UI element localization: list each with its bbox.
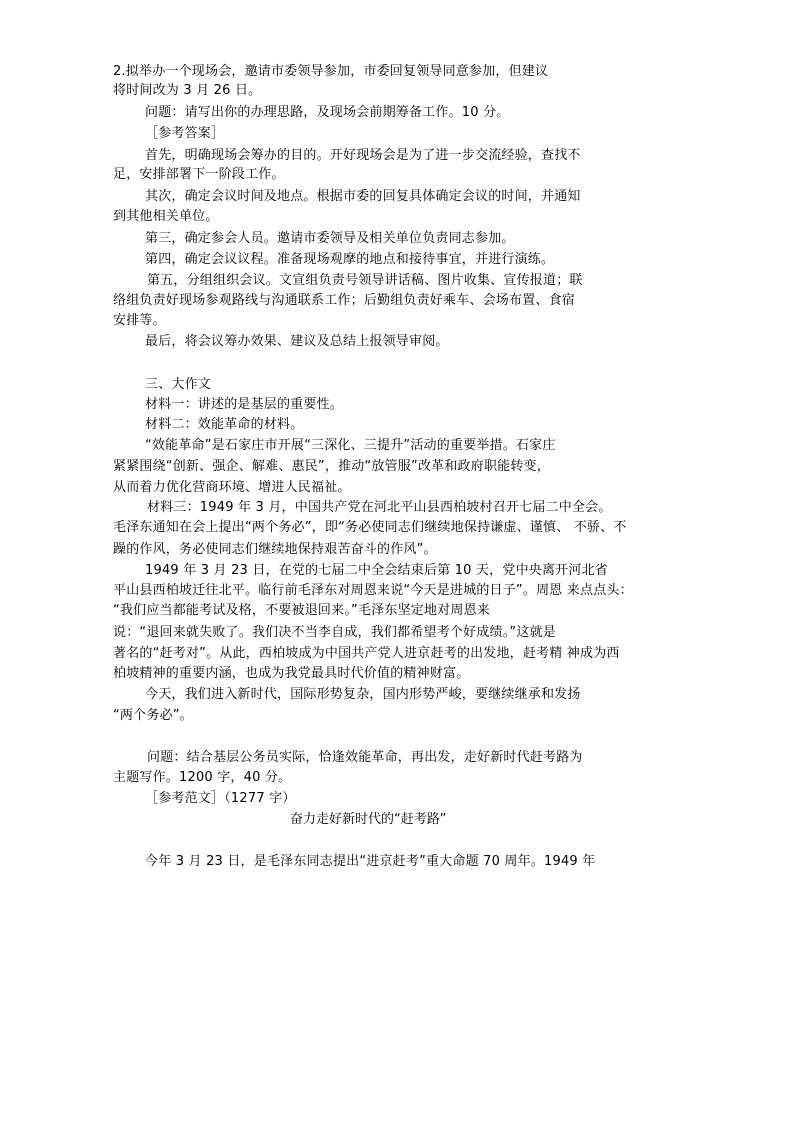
material-2-para-line-2: 紧紧围绕“创新、强企、解难、惠民”，推动“放管服”改革和政府职能转变， — [113, 459, 550, 474]
answer-step-4: 第四，确定会议议程。准备现场观摩的地点和接待事宜，并进行演练。 — [145, 252, 555, 267]
answer-step-5-line-1: 第五，分组组织会议。文宣组负责号领导讲话稿、图片收集、宣传报道；联 — [147, 273, 583, 288]
material-2-para-line-3: 从而着力优化营商环境、增进人民福祉。 — [113, 480, 351, 495]
material-3-para-2-line-3: “我们应当都能考试及格，不要被退回来。”毛泽东坚定地对周恩来 — [113, 603, 490, 618]
material-3-para-3-line-1: 今天，我们进入新时代，国际形势复杂，国内形势严峻，要继续继承和发扬 — [145, 687, 581, 702]
material-3-para-3-line-2: “两个务必”。 — [113, 708, 193, 723]
essay-question-line-1: 问题：结合基层公务员实际，恰逢效能革命，再出发，走好新时代赶考路为 — [147, 750, 583, 765]
answer-final-step: 最后，将会议筹办效果、建议及总结上报领导审阅。 — [145, 334, 449, 349]
q2-question: 问题：请写出你的办理思路，及现场会前期筹备工作。10 分。 — [145, 105, 510, 120]
answer-step-5-line-2: 络组负责好现场参观路线与沟通联系工作；后勤组负责好乘车、会场布置、食宿 — [113, 293, 576, 308]
material-3-para-2-line-1: 1949 年 3 月 23 日，在党的七届二中全会结束后第 10 天，党中央离开河北省 — [145, 563, 608, 578]
section-heading-essay: 三、大作文 — [145, 377, 212, 392]
essay-title: 奋力走好新时代的“赶考路” — [290, 812, 447, 827]
material-3-para-2-line-4: 说：“退回来就失败了。我们决不当李自成，我们都希望考个好成绩。”这就是 — [113, 625, 556, 640]
answer-step-3: 第三，确定参会人员。邀请市委领导及相关单位负责同志参加。 — [145, 231, 515, 246]
reference-essay-label: ［参考范文］（1277 字） — [145, 791, 296, 806]
answer-step-5-line-3: 安排等。 — [113, 313, 166, 328]
essay-question-line-2: 主题写作。1200 字，40 分。 — [113, 770, 292, 785]
answer-step-1-line-2: 足，安排部署下一阶段工作。 — [113, 167, 285, 182]
material-3-line-1: 材料三：1949 年 3 月，中国共产党在河北平山县西柏坡村召开七届二中全会。 — [147, 500, 612, 515]
material-2-para-line-1: “效能革命”是石家庄市开展“三深化、三提升”活动的重要举措。石家庄 — [145, 438, 556, 453]
answer-step-2-line-1: 其次，确定会议时间及地点。根据市委的回复具体确定会议的时间，并通知 — [145, 189, 581, 204]
q2-text-line-2: 将时间改为 3 月 26 日。 — [113, 83, 262, 98]
q2-text-line-1: 2.拟举办一个现场会，邀请市委领导参加，市委回复领导同意参加，但建议 — [113, 64, 549, 79]
essay-first-line: 今年 3 月 23 日，是毛泽东同志提出“进京赶考”重大命题 70 周年。1949 年 — [145, 854, 596, 869]
reference-answer-label: ［参考答案］ — [145, 126, 225, 141]
material-2: 材料二：效能革命的材料。 — [145, 417, 304, 432]
material-3-para-2-line-5: 著名的“赶考对”。从此，西柏坡成为中国共产党人进京赶考的出发地，赶考精 神成为西 — [113, 646, 620, 661]
material-1: 材料一：讲述的是基层的重要性。 — [145, 397, 344, 412]
material-3-line-3: 躁的作风，务必使同志们继续地保持艰苦奋斗的作风”。 — [113, 542, 437, 557]
answer-step-2-line-2: 到其他相关单位。 — [113, 209, 219, 224]
material-3-para-2-line-6: 柏坡精神的重要内涵，也成为我党最具时代价值的精神财富。 — [113, 666, 470, 681]
material-3-line-2: 毛泽东通知在会上提出“两个务必”，即“务必使同志们继续地保持谦虚、谨慎、 不骄、不 — [113, 520, 627, 535]
answer-step-1-line-1: 首先，明确现场会筹办的目的。开好现场会是为了进一步交流经验，查找不 — [145, 148, 581, 163]
material-3-para-2-line-2: 平山县西柏坡迁往北平。临行前毛泽东对周恩来说“今天是进城的日子”。周恩 来点点头： — [113, 583, 633, 598]
